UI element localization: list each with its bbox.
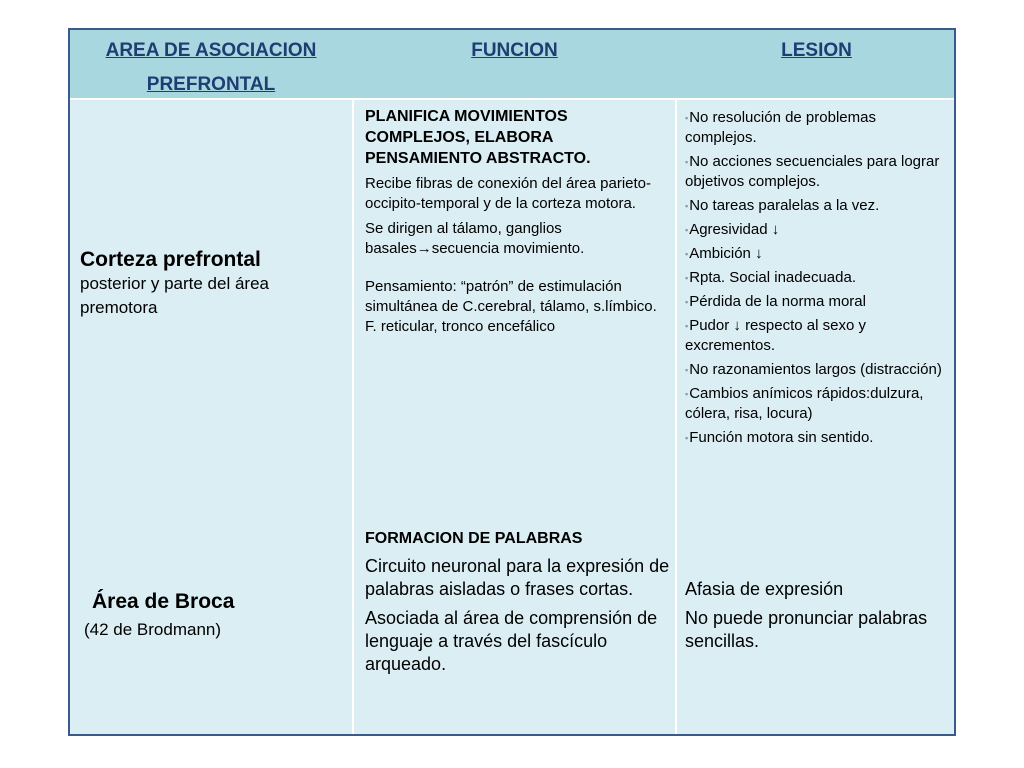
lesion-item — [685, 244, 947, 264]
column-divider — [675, 100, 677, 734]
bullet-icon: ▪ — [685, 225, 689, 236]
table-body-row — [70, 100, 954, 734]
lesion-text: Pérdida de la norma moral — [689, 293, 866, 311]
bullet-icon: ▪ — [685, 113, 689, 124]
lesion-item — [685, 292, 947, 312]
lesion-text: Pudor ↓ respecto al sexo y excrementos. — [685, 317, 866, 355]
lesion-text: Función motora sin sentido. — [689, 429, 874, 447]
lesion-text: No tareas paralelas a la vez. — [689, 197, 880, 215]
bullet-icon: ▪ — [685, 433, 689, 444]
prefrontal-function-cell — [365, 106, 665, 342]
prefrontal-subtitle: posterior y parte del área premotora — [80, 274, 269, 317]
lesion-text: No acciones secuenciales para lograr objetivos complejos. — [685, 153, 940, 191]
header-lesion: LESION — [781, 40, 852, 61]
broca-lesion-cell — [685, 578, 947, 653]
lesion-item — [685, 316, 947, 356]
lesion-item — [685, 196, 947, 216]
header-function: FUNCION — [471, 40, 558, 61]
bullet-icon: ▪ — [685, 273, 689, 284]
lesion-item — [685, 152, 947, 192]
header-area-line2: PREFRONTAL — [146, 74, 276, 95]
bullet-icon: ▪ — [685, 157, 689, 168]
header-area-line1: AREA DE ASOCIACION — [105, 40, 317, 61]
lesion-item — [685, 268, 947, 288]
lesion-text: Rpta. Social inadecuada. — [689, 269, 856, 287]
lesion-text: Cambios anímicos rápidos:dulzura, cólera, risa, locura) — [685, 385, 924, 423]
broca-title: Área de Broca — [92, 590, 235, 613]
column-divider — [352, 100, 354, 734]
broca-function-heading: FORMACION DE PALABRAS — [365, 530, 583, 547]
lesion-item — [685, 108, 947, 148]
header-area — [70, 30, 352, 98]
bullet-icon: ▪ — [685, 365, 689, 376]
bullet-icon: ▪ — [685, 201, 689, 212]
broca-function-cell — [365, 528, 670, 676]
prefrontal-function-heading: PLANIFICA MOVIMIENTOS COMPLEJOS, ELABORA PENSAMIENTO ABSTRACTO. — [365, 108, 591, 167]
lesion-item — [685, 428, 947, 448]
function-paragraph: Asociada al área de comprensión de lenguaje a través del fascículo arqueado. — [365, 608, 658, 674]
prefrontal-lesion-cell — [685, 108, 947, 452]
bullet-icon: ▪ — [685, 297, 689, 308]
lesion-item: Afasia de expresión — [685, 579, 844, 599]
prefrontal-title: Corteza prefrontal — [80, 248, 261, 271]
broca-area-cell — [84, 590, 344, 642]
bullet-icon: ▪ — [685, 321, 689, 332]
lesion-text: Agresividad ↓ — [689, 221, 780, 239]
lesion-item — [685, 220, 947, 240]
lesion-item — [685, 384, 947, 424]
function-paragraph: Recibe fibras de conexión del área parieto-occipito-temporal y de la corteza motora. — [365, 175, 652, 212]
function-paragraph: Se dirigen al tálamo, ganglios basales→secuencia movimiento. — [365, 220, 585, 257]
lesion-item — [685, 360, 947, 380]
function-paragraph: Pensamiento: “patrón” de estimulación simultánea de C.cerebral, tálamo, s.límbico. F. reticular, tronco encefálico — [365, 278, 657, 335]
lesion-text: No resolución de problemas complejos. — [685, 109, 876, 147]
lesion-text: No razonamientos largos (distracción) — [689, 361, 942, 379]
association-area-table — [68, 28, 956, 736]
bullet-icon: ▪ — [685, 389, 689, 400]
table-header-row — [70, 30, 954, 100]
bullet-icon: ▪ — [685, 249, 689, 260]
prefrontal-function-heading-text: PLANIFICA MOVIMIENTOS COMPLEJOS, ELABORA PENSAMIENTO ABSTRACTO — [365, 108, 587, 167]
prefrontal-area-cell — [80, 248, 345, 320]
lesion-text: Ambición ↓ — [689, 245, 763, 263]
function-paragraph: Circuito neuronal para la expresión de palabras aisladas o frases cortas. — [365, 556, 670, 599]
lesion-item: No puede pronunciar palabras sencillas. — [685, 608, 928, 651]
broca-subtitle: (42 de Brodmann) — [84, 620, 222, 639]
